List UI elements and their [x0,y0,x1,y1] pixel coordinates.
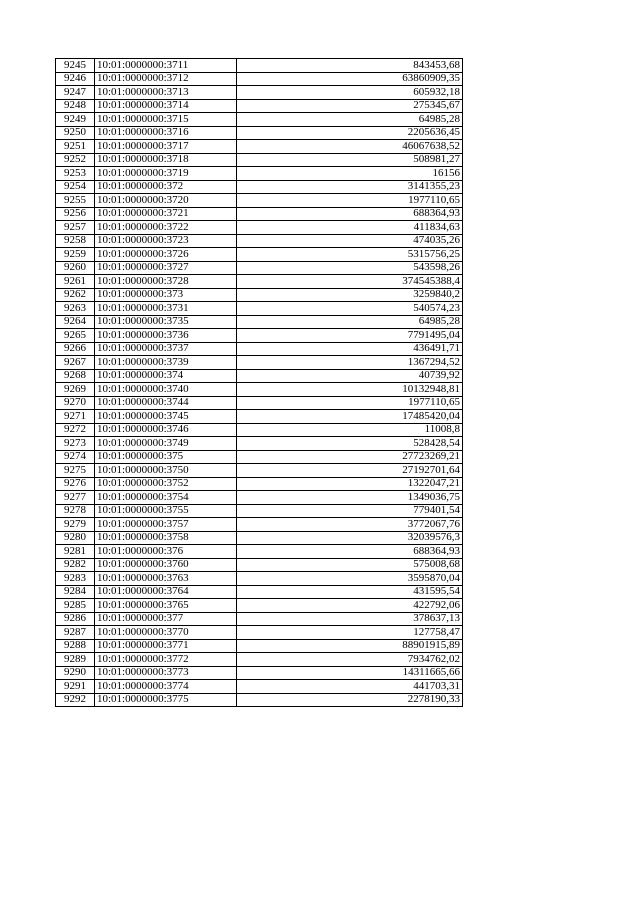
row-number-cell: 9250 [56,126,95,140]
table-row [56,410,463,424]
row-number-cell: 9274 [56,450,95,464]
row-number-cell: 9287 [56,626,95,640]
cadastral-number-cell: 10:01:0000000:3726 [95,248,237,262]
value-cell: 374545388,4 [237,275,463,289]
value-cell: 275345,67 [237,99,463,113]
value-cell: 11008,8 [237,423,463,437]
row-number-cell: 9280 [56,531,95,545]
row-number-cell: 9273 [56,437,95,451]
cadastral-number-cell: 10:01:0000000:3715 [95,113,237,127]
value-cell: 2205636,45 [237,126,463,140]
table-row [56,275,463,289]
table-row [56,572,463,586]
table-row [56,59,463,73]
table-row [56,194,463,208]
cadastral-number-cell: 10:01:0000000:3714 [95,99,237,113]
cadastral-number-cell: 10:01:0000000:3723 [95,234,237,248]
value-cell: 7934762,02 [237,653,463,667]
row-number-cell: 9285 [56,599,95,613]
table-row [56,477,463,491]
table-row [56,99,463,113]
table-row [56,666,463,680]
row-number-cell: 9249 [56,113,95,127]
row-number-cell: 9276 [56,477,95,491]
value-cell: 46067638,52 [237,140,463,154]
table-row [56,221,463,235]
value-cell: 127758,47 [237,626,463,640]
value-cell: 543598,26 [237,261,463,275]
row-number-cell: 9283 [56,572,95,586]
table-row [56,423,463,437]
cadastral-number-cell: 10:01:0000000:3722 [95,221,237,235]
row-number-cell: 9284 [56,585,95,599]
value-cell: 7791495,04 [237,329,463,343]
row-number-cell: 9290 [56,666,95,680]
table-row [56,356,463,370]
value-cell: 1977110,65 [237,194,463,208]
cadastral-number-cell: 10:01:0000000:3727 [95,261,237,275]
table-row [56,140,463,154]
row-number-cell: 9270 [56,396,95,410]
value-cell: 688364,93 [237,545,463,559]
table-row [56,450,463,464]
value-cell: 64985,28 [237,315,463,329]
value-cell: 10132948,81 [237,383,463,397]
row-number-cell: 9267 [56,356,95,370]
value-cell: 378637,13 [237,612,463,626]
value-cell: 688364,93 [237,207,463,221]
row-number-cell: 9275 [56,464,95,478]
value-cell: 3259840,2 [237,288,463,302]
cadastral-number-cell: 10:01:0000000:3736 [95,329,237,343]
cadastral-number-cell: 10:01:0000000:3716 [95,126,237,140]
cadastral-number-cell: 10:01:0000000:372 [95,180,237,194]
value-cell: 5315756,25 [237,248,463,262]
table-row [56,180,463,194]
cadastral-number-cell: 10:01:0000000:3750 [95,464,237,478]
row-number-cell: 9262 [56,288,95,302]
table-row [56,612,463,626]
table-row [56,545,463,559]
row-number-cell: 9279 [56,518,95,532]
cadastral-number-cell: 10:01:0000000:3744 [95,396,237,410]
cadastral-number-cell: 10:01:0000000:3752 [95,477,237,491]
table-row [56,126,463,140]
value-cell: 540574,23 [237,302,463,316]
cadastral-value-table [55,58,463,707]
table-row [56,288,463,302]
value-cell: 2278190,33 [237,693,463,707]
cadastral-number-cell: 10:01:0000000:377 [95,612,237,626]
table-row [56,72,463,86]
table-row [56,626,463,640]
row-number-cell: 9289 [56,653,95,667]
cadastral-number-cell: 10:01:0000000:3720 [95,194,237,208]
cadastral-number-cell: 10:01:0000000:3713 [95,86,237,100]
value-cell: 3595870,04 [237,572,463,586]
cadastral-number-cell: 10:01:0000000:3728 [95,275,237,289]
table-row [56,315,463,329]
row-number-cell: 9258 [56,234,95,248]
cadastral-number-cell: 10:01:0000000:3771 [95,639,237,653]
row-number-cell: 9271 [56,410,95,424]
value-cell: 436491,71 [237,342,463,356]
row-number-cell: 9272 [56,423,95,437]
value-cell: 64985,28 [237,113,463,127]
cadastral-number-cell: 10:01:0000000:3775 [95,693,237,707]
table-row [56,113,463,127]
cadastral-number-cell: 10:01:0000000:3765 [95,599,237,613]
table-row [56,383,463,397]
row-number-cell: 9268 [56,369,95,383]
value-cell: 40739,92 [237,369,463,383]
table-row [56,342,463,356]
cadastral-number-cell: 10:01:0000000:3718 [95,153,237,167]
table-row [56,329,463,343]
value-cell: 14311665,66 [237,666,463,680]
row-number-cell: 9263 [56,302,95,316]
cadastral-number-cell: 10:01:0000000:3731 [95,302,237,316]
row-number-cell: 9265 [56,329,95,343]
row-number-cell: 9248 [56,99,95,113]
value-cell: 422792,06 [237,599,463,613]
value-cell: 1322047,21 [237,477,463,491]
cadastral-number-cell: 10:01:0000000:3745 [95,410,237,424]
value-cell: 508981,27 [237,153,463,167]
table-row [56,234,463,248]
value-cell: 779401,54 [237,504,463,518]
row-number-cell: 9261 [56,275,95,289]
table-row [56,437,463,451]
table-row [56,248,463,262]
cadastral-number-cell: 10:01:0000000:3719 [95,167,237,181]
value-cell: 843453,68 [237,59,463,73]
table-row [56,680,463,694]
row-number-cell: 9277 [56,491,95,505]
value-cell: 32039576,3 [237,531,463,545]
cadastral-number-cell: 10:01:0000000:3770 [95,626,237,640]
row-number-cell: 9259 [56,248,95,262]
table-row [56,693,463,707]
table-row [56,207,463,221]
table-row [56,464,463,478]
cadastral-number-cell: 10:01:0000000:3711 [95,59,237,73]
cadastral-number-cell: 10:01:0000000:3717 [95,140,237,154]
value-cell: 1349036,75 [237,491,463,505]
value-cell: 27192701,64 [237,464,463,478]
table-row [56,599,463,613]
cadastral-number-cell: 10:01:0000000:3721 [95,207,237,221]
row-number-cell: 9264 [56,315,95,329]
cadastral-number-cell: 10:01:0000000:3774 [95,680,237,694]
cadastral-number-cell: 10:01:0000000:3737 [95,342,237,356]
cadastral-number-cell: 10:01:0000000:3764 [95,585,237,599]
value-cell: 3772067,76 [237,518,463,532]
cadastral-number-cell: 10:01:0000000:3746 [95,423,237,437]
cadastral-number-cell: 10:01:0000000:3755 [95,504,237,518]
row-number-cell: 9246 [56,72,95,86]
row-number-cell: 9260 [56,261,95,275]
table-row [56,491,463,505]
cadastral-number-cell: 10:01:0000000:3763 [95,572,237,586]
cadastral-number-cell: 10:01:0000000:374 [95,369,237,383]
cadastral-number-cell: 10:01:0000000:3754 [95,491,237,505]
row-number-cell: 9256 [56,207,95,221]
cadastral-number-cell: 10:01:0000000:375 [95,450,237,464]
value-cell: 528428,54 [237,437,463,451]
cadastral-number-cell: 10:01:0000000:3735 [95,315,237,329]
value-cell: 3141355,23 [237,180,463,194]
row-number-cell: 9291 [56,680,95,694]
row-number-cell: 9252 [56,153,95,167]
value-cell: 17485420,04 [237,410,463,424]
value-cell: 88901915,89 [237,639,463,653]
table-row [56,558,463,572]
cadastral-number-cell: 10:01:0000000:376 [95,545,237,559]
table-row [56,639,463,653]
cadastral-number-cell: 10:01:0000000:3773 [95,666,237,680]
row-number-cell: 9254 [56,180,95,194]
value-cell: 1367294,52 [237,356,463,370]
table-row [56,369,463,383]
table-row [56,504,463,518]
cadastral-number-cell: 10:01:0000000:373 [95,288,237,302]
cadastral-number-cell: 10:01:0000000:3712 [95,72,237,86]
value-cell: 575008,68 [237,558,463,572]
value-cell: 431595,54 [237,585,463,599]
row-number-cell: 9257 [56,221,95,235]
cadastral-number-cell: 10:01:0000000:3739 [95,356,237,370]
cadastral-number-cell: 10:01:0000000:3772 [95,653,237,667]
row-number-cell: 9288 [56,639,95,653]
value-cell: 411834,63 [237,221,463,235]
table-row [56,518,463,532]
table-body [56,59,463,707]
value-cell: 16156 [237,167,463,181]
value-cell: 441703,31 [237,680,463,694]
table-row [56,153,463,167]
cadastral-number-cell: 10:01:0000000:3760 [95,558,237,572]
row-number-cell: 9286 [56,612,95,626]
table-row [56,302,463,316]
row-number-cell: 9281 [56,545,95,559]
table-row [56,396,463,410]
table-row [56,653,463,667]
table-row [56,585,463,599]
cadastral-number-cell: 10:01:0000000:3757 [95,518,237,532]
value-cell: 1977110,65 [237,396,463,410]
value-cell: 27723269,21 [237,450,463,464]
table-row [56,86,463,100]
value-cell: 63860909,35 [237,72,463,86]
row-number-cell: 9282 [56,558,95,572]
row-number-cell: 9266 [56,342,95,356]
row-number-cell: 9253 [56,167,95,181]
row-number-cell: 9278 [56,504,95,518]
cadastral-number-cell: 10:01:0000000:3749 [95,437,237,451]
value-cell: 474035,26 [237,234,463,248]
row-number-cell: 9245 [56,59,95,73]
table-row [56,531,463,545]
table-row [56,261,463,275]
row-number-cell: 9269 [56,383,95,397]
row-number-cell: 9292 [56,693,95,707]
row-number-cell: 9255 [56,194,95,208]
row-number-cell: 9247 [56,86,95,100]
table-row [56,167,463,181]
value-cell: 605932,18 [237,86,463,100]
row-number-cell: 9251 [56,140,95,154]
cadastral-number-cell: 10:01:0000000:3758 [95,531,237,545]
cadastral-number-cell: 10:01:0000000:3740 [95,383,237,397]
